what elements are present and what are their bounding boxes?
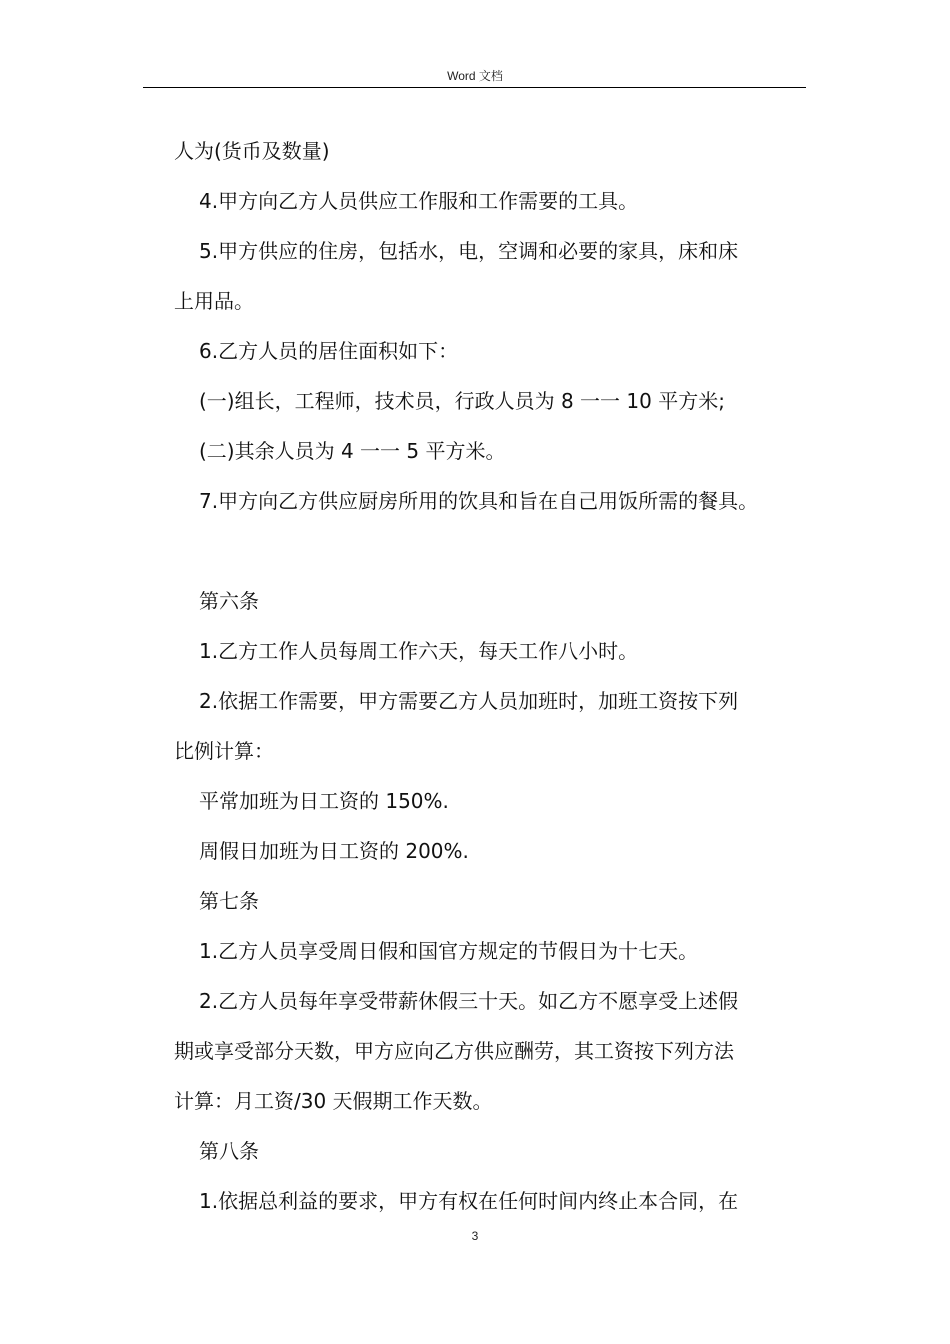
document-body <box>174 126 814 1226</box>
paragraph-line: 周假日加班为日工资的 200%. <box>199 839 469 863</box>
paragraph-line: 人为(货币及数量) <box>174 139 330 163</box>
paragraph-line: 上用品。 <box>174 289 254 313</box>
paragraph-line: 5.甲方供应的住房，包括水，电，空调和必要的家具，床和床 <box>199 239 739 263</box>
paragraph-line: 7.甲方向乙方供应厨房所用的饮具和旨在自己用饭所需的餐具。 <box>199 489 759 513</box>
paragraph-line: 2.乙方人员每年享受带薪休假三十天。如乙方不愿享受上述假 <box>199 989 739 1013</box>
blank-line <box>174 526 814 576</box>
page-header: Word 文档 <box>447 69 503 83</box>
paragraph-line: 平常加班为日工资的 150%. <box>199 789 449 813</box>
paragraph-line: (二)其余人员为 4 一一 5 平方米。 <box>199 439 506 463</box>
header-divider <box>143 87 806 88</box>
section-heading: 第八条 <box>199 1139 259 1163</box>
paragraph-line: 1.乙方工作人员每周工作六天，每天工作八小时。 <box>199 639 639 663</box>
paragraph-line: 2.依据工作需要，甲方需要乙方人员加班时，加班工资按下列 <box>199 689 739 713</box>
paragraph-line: 6.乙方人员的居住面积如下： <box>199 339 459 363</box>
paragraph-line: 比例计算： <box>174 739 274 763</box>
page-number: 3 <box>471 1229 479 1243</box>
paragraph-line: 1.乙方人员享受周日假和国官方规定的节假日为十七天。 <box>199 939 699 963</box>
paragraph-line: (一)组长，工程师，技术员，行政人员为 8 一一 10 平方米; <box>199 389 725 413</box>
paragraph-line: 期或享受部分天数，甲方应向乙方供应酬劳，其工资按下列方法 <box>174 1039 734 1063</box>
paragraph-line: 1.依据总利益的要求，甲方有权在任何时间内终止本合同，在 <box>199 1189 739 1213</box>
section-heading: 第七条 <box>199 889 259 913</box>
paragraph-line: 计算：月工资/30 天假期工作天数。 <box>174 1089 493 1113</box>
paragraph-line: 4.甲方向乙方人员供应工作服和工作需要的工具。 <box>199 189 639 213</box>
section-heading: 第六条 <box>199 589 259 613</box>
